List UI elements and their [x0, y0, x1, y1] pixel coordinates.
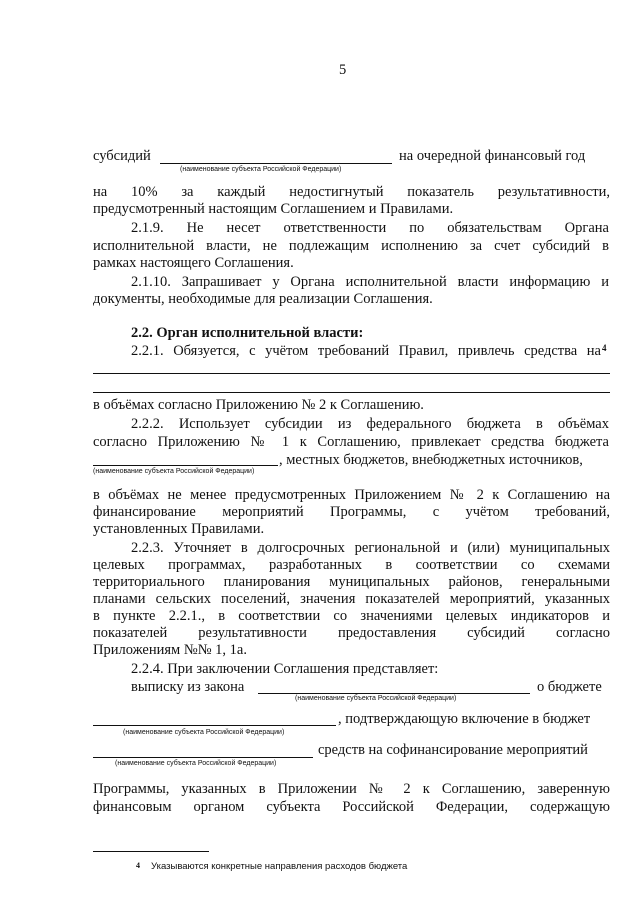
text-line: финансирование мероприятий Программы, с учётом требований,: [93, 504, 610, 520]
text-line: Приложениям №№ 1, 1а.: [93, 642, 247, 658]
field-caption: (наименование субъекта Российской Федерации): [180, 166, 342, 173]
blank-field: [258, 693, 530, 694]
blank-field: [160, 163, 392, 164]
field-caption: (наименование субъекта Российской Федерации): [93, 468, 255, 475]
text-line: 2.1.10. Запрашивает у Органа исполнительной власти информацию и: [131, 274, 609, 290]
text-line: на очередной финансовый год: [399, 148, 586, 164]
field-caption: (наименование субъекта Российской Федерации): [123, 729, 285, 736]
text-line: рамках настоящего Соглашения.: [93, 255, 294, 271]
text-line: в пункте 2.2.1., в соответствии со значениями целевых индикаторов и: [93, 608, 610, 624]
text-line: в объёмах согласно Приложению № 2 к Соглашению.: [93, 397, 424, 413]
text-line: на 10% за каждый недостигнутый показатель результативности,: [93, 184, 610, 200]
footnote-separator: [93, 851, 209, 852]
text-line: исполнительной власти, не подлежащим исполнению за счет субсидий в: [93, 238, 609, 254]
section-heading: 2.2. Орган исполнительной власти:: [131, 325, 364, 341]
blank-field: [93, 725, 336, 726]
page-number: 5: [339, 62, 347, 78]
text-line: документы, необходимые для реализации Соглашения.: [93, 291, 433, 307]
text-line: Программы, указанных в Приложении № 2 к Соглашению, заверенную: [93, 781, 610, 797]
text-line: 2.2.3. Уточняет в долгосрочных региональной и (или) муниципальных: [131, 540, 610, 556]
blank-line: [93, 392, 610, 393]
text-line: предусмотренный настоящим Соглашением и Правилами.: [93, 201, 454, 217]
text-line: выписку из закона: [131, 679, 245, 695]
text-line: планами сельских поселений, значения показателей мероприятий, указанных: [93, 591, 610, 607]
document-page: 5 субсидий на очередной финансовый год (наименование субъекта Российской Федерации) на 10% за каждый недостигнутый показатель результативности, предусмотренный настоящим Соглашением и Правилами. 2.1.9. Не несет ответственности по обязательствам Органа исполнительной власти, не подлежащим исполнению за счет субсидий в рамках настоящего Соглашения. 2.1.10. Запрашивает у Органа исполнительной власти информацию и документы, необходимые для реализации Соглашения. 2.2. Орган исполнительной власти: 2.2.1. Обязуется, с учётом требований Правил, привлечь средства на 4 в объёмах согласно Приложению № 2 к Соглашению. 2.2.2. Использует субсидии из федерального бюджета в объёмах согласно Приложению № 1 к Соглашению, привлекает средства бюджета , местных бюджетов, внебюджетных источников, (наименование субъекта Российской Федерации) в объёмах не менее предусмотренных Приложением № 2 к Соглашению на финансирование мероприятий Программы, с учётом требований, установленных Правилами. 2.2.3. Уточняет в долгосрочных региональной и (или) муниципальных целевых программах, разработанных в соответствии со схемами территориального планирования муниципальных районов, генеральными планами сельских поселений, значения показателей мероприятий, указанных в пункте 2.2.1., в соответствии со значениями целевых индикаторов и показателей результативности предоставления субсидий согласно Приложениям №№ 1, 1а. 2.2.4. При заключении Соглашения представляет: выписку из закона о бюджете (наименование субъекта Российской Федерации) , подтверждающую включение в бюджет (наименование субъекта Российской Федерации) средств на софинансирование мероприятий (наименование субъекта Российской Федерации) Программы, указанных в Приложении № 2 к Соглашению, заверенную финансовым органом субъекта Российской Федерации, содержащую 4 Указываются конкретные направления расходов бюджета: [93, 62, 610, 872]
blank-field: [93, 465, 278, 466]
text-line: 2.2.1. Обязуется, с учётом требований Правил, привлечь средства на: [131, 343, 601, 359]
text-line: 2.2.4. При заключении Соглашения представляет:: [131, 661, 439, 677]
text-line: субсидий: [93, 148, 151, 164]
text-line: в объёмах не менее предусмотренных Приложением № 2 к Соглашению на: [93, 487, 610, 503]
text-line: , местных бюджетов, внебюджетных источников,: [279, 452, 583, 468]
text-line: , подтверждающую включение в бюджет: [338, 711, 591, 727]
text-line: 2.1.9. Не несет ответственности по обязательствам Органа: [131, 220, 609, 236]
text-line: установленных Правилами.: [93, 521, 265, 537]
footnote-text: Указываются конкретные направления расходов бюджета: [151, 861, 408, 872]
blank-line: [93, 373, 610, 374]
text-line: о бюджете: [537, 679, 602, 695]
field-caption: (наименование субъекта Российской Федерации): [295, 695, 457, 702]
text-line: показателей результативности предоставления субсидий согласно: [93, 625, 610, 641]
text-line: территориального планирования муниципальных районов, генеральными: [93, 574, 610, 590]
field-caption: (наименование субъекта Российской Федерации): [115, 760, 277, 767]
text-line: средств на софинансирование мероприятий: [318, 742, 588, 758]
text-line: 2.2.2. Использует субсидии из федерального бюджета в объёмах: [131, 416, 609, 432]
text-line: согласно Приложению № 1 к Соглашению, привлекает средства бюджета: [93, 434, 609, 450]
text-line: целевых программах, разработанных в соответствии со схемами: [93, 557, 610, 573]
text-line: финансовым органом субъекта Российской Федерации, содержащую: [93, 799, 610, 815]
blank-field: [93, 757, 313, 758]
